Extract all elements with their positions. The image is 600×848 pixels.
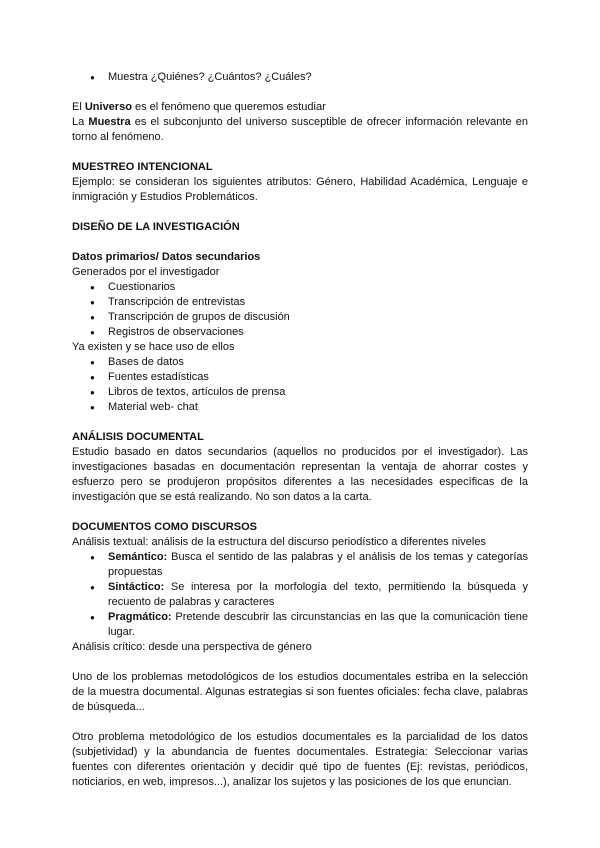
list-item: ● Semántico: Busca el sentido de las palabras y el análisis de los temas y categorías propuestas [72, 550, 528, 580]
analisis-text: Estudio basado en datos secundarios (aquellos no producidos por el investigador). Las investigaciones basadas en documentación representan la ventaja de ahorrar costes y esfuerzo pero se produjeron propósitos diferentes a las necesidades específicas de la investigación que se está realizando. No son datos a la carta. [72, 446, 528, 503]
list-item: ● Cuestionarios [72, 280, 528, 295]
analisis-critico: Análisis crítico: desde una perspectiva de género [72, 641, 312, 653]
list-item: ● Sintáctico: Se interesa por la morfología del texto, permitiendo la búsqueda y recuento de palabras y caracteres [72, 580, 528, 610]
list-item: ● Libros de textos, artículos de prensa [72, 385, 528, 400]
diseno-heading: DISEÑO DE LA INVESTIGACIÓN [72, 221, 240, 233]
list-item: ● Registros de observaciones [72, 325, 528, 340]
paragraph: Otro problema metodológico de los estudios documentales es la parcialidad de los datos (subjetividad) y la abundancia de fuentes documentales. Estrategia: Seleccionar varias fuentes con diferentes orientación y decidir qué tipo de fuentes (Ej: revistas, periódicos, noticiarios, en web, impresos...), analizar los sujetos y las posiciones de los que enuncian. [72, 731, 528, 788]
universo-term: Universo [84, 101, 132, 113]
list-item: ● Material web- chat [72, 400, 528, 415]
document-page [72, 70, 528, 790]
list-item: ● Pragmático: Pretende descubrir las circunstancias en las que la comunicación tiene lugar. [72, 610, 528, 640]
secondary-intro: Ya existen y se hace uso de ellos [72, 341, 235, 353]
muestreo-heading: MUESTREO INTENCIONAL [72, 161, 213, 173]
list-item: ● Muestra ¿Quiénes? ¿Cuántos? ¿Cuáles? [72, 70, 528, 85]
analisis-textual: Análisis textual: análisis de la estructura del discurso periodístico a diferentes niveles [72, 536, 486, 548]
secondary-list [72, 355, 528, 415]
list-item: ● Bases de datos [72, 355, 528, 370]
primary-list [72, 280, 528, 340]
muestra-term: Muestra [88, 116, 131, 128]
primary-intro: Generados por el investigador [72, 266, 220, 278]
list-item: ● Transcripción de entrevistas [72, 295, 528, 310]
list-item: ● Fuentes estadísticas [72, 370, 528, 385]
paragraph: Uno de los problemas metodológicos de los estudios documentales estriba en la selección de la muestra documental. Algunas estrategias si son fuentes oficiales: fecha clave, palabras de búsqueda... [72, 671, 528, 713]
muestra-definition: La Muestra es el subconjunto del universo susceptible de ofrecer información relevante en torno al fenómeno. [72, 116, 528, 143]
list-item: ● Transcripción de grupos de discusión [72, 310, 528, 325]
analisis-heading: ANÁLISIS DOCUMENTAL [72, 431, 204, 443]
niveles-list [72, 550, 528, 640]
intro-list [72, 70, 528, 85]
universo-definition: El Universo es el fenómeno que queremos estudiar [72, 101, 326, 113]
documentos-heading: DOCUMENTOS COMO DISCURSOS [72, 521, 257, 533]
datos-heading: Datos primarios/ Datos secundarios [72, 251, 261, 263]
muestreo-text: Ejemplo: se consideran los siguientes atributos: Género, Habilidad Académica, Lenguaje e inmigración y Estudios Problemáticos. [72, 176, 528, 203]
